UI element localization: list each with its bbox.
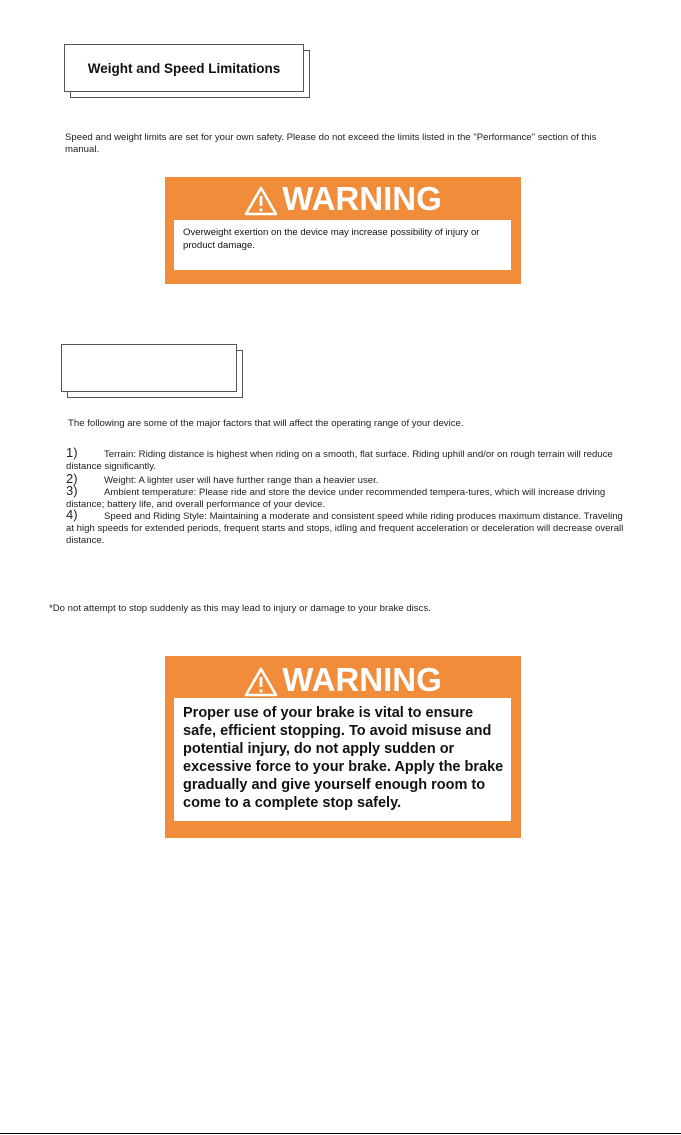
warning-triangle-icon [244, 667, 278, 697]
page-bottom-rule [0, 1133, 681, 1134]
factor-item-3 [66, 485, 628, 511]
weight-speed-intro: Speed and weight limits are set for your own safety. Please do not exceed the limits listed in the "Performance" section of this manual. [65, 132, 597, 155]
factor-number: 1) [66, 445, 78, 460]
factor-number: 4) [66, 507, 78, 522]
brake-note: *Do not attempt to stop suddenly as this may lead to injury or damage to your brake discs. [49, 603, 431, 614]
factor-text: Terrain: Riding distance is highest when riding on a smooth, flat surface. Riding uphill and/or on rough terrain will reduce distance significantly. [66, 449, 613, 472]
factor-number: 3) [66, 483, 78, 498]
heading-frame-front [61, 344, 237, 392]
warning-box-weight [165, 177, 521, 284]
section-heading-range [61, 344, 243, 398]
heading-frame-front [64, 44, 304, 92]
warning-text: Proper use of your brake is vital to ensure safe, efficient stopping. To avoid misuse and potential injury, do not apply sudden or excessive force to your brake. Apply the brake gradually and give yourself enough room to come to a complete stop safely. [183, 705, 504, 811]
warning-box-brake [165, 656, 521, 838]
warning-title-text: WARNING [282, 180, 442, 217]
factor-item-1 [66, 447, 628, 473]
warning-body [174, 698, 511, 821]
factor-number: 2) [66, 471, 78, 486]
warning-title [165, 181, 521, 217]
warning-title [165, 662, 521, 698]
warning-triangle-icon [244, 186, 278, 216]
factor-text: Weight: A lighter user will have further range than a heavier user. [104, 475, 379, 486]
factor-text: Ambient temperature: Please ride and store the device under recommended tempera-tures, which will increase driving distance; battery life, and overall performance of your device. [66, 487, 606, 510]
section-heading-weight-speed [64, 44, 312, 98]
warning-body [174, 220, 511, 270]
factor-item-4 [66, 509, 628, 547]
heading-text: Weight and Speed Limitations [87, 60, 281, 76]
warning-title-text: WARNING [282, 661, 442, 698]
factor-text: Speed and Riding Style: Maintaining a moderate and consistent speed while riding produces maximum distance. Traveling at high speeds for extended periods, frequent starts and stops, idling and frequent acceleration or deceleration will decrease overall distance. [66, 511, 624, 546]
range-intro: The following are some of the major factors that will affect the operating range of your device. [68, 418, 464, 429]
warning-text: Overweight exertion on the device may increase possibility of injury or product damage. [183, 227, 480, 251]
